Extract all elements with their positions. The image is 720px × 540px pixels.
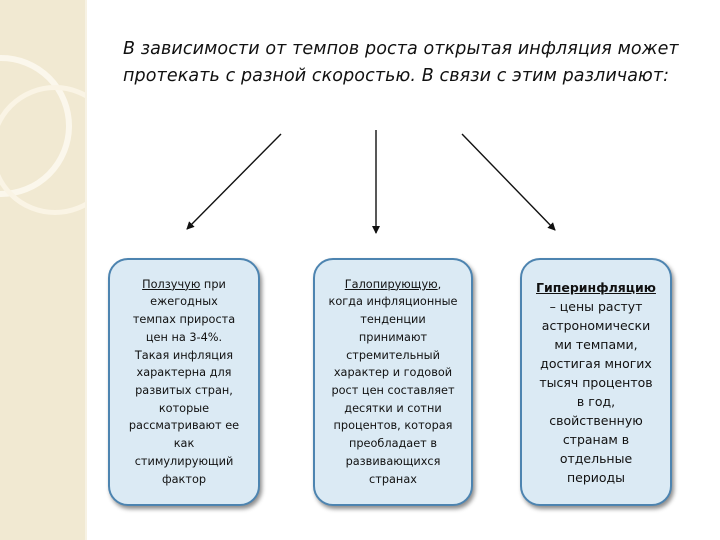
box-line: стремительный — [346, 348, 440, 362]
inflation-type-creeping-box — [108, 258, 260, 506]
box-line: рост цен составляет — [331, 384, 455, 397]
box-line: тысяч процентов — [539, 374, 653, 390]
box-line: астрономически — [541, 317, 651, 333]
arrow-left — [187, 134, 281, 229]
box-line: ежегодных — [150, 295, 218, 309]
heading-line: В зависимости от темпов роста открытая — [123, 39, 513, 59]
box-line: периоды — [566, 469, 626, 485]
term-label: Гиперинфляцию — [536, 279, 656, 295]
term-label: Ползучую — [142, 277, 201, 291]
box-line: достигая многих — [540, 355, 652, 371]
box-line: тенденции — [360, 313, 426, 327]
box-line: странах — [369, 472, 417, 486]
box-first-line — [345, 276, 441, 294]
heading-line: связи с этим различают: — [439, 66, 670, 86]
box-line: десятки и сотни — [344, 401, 442, 415]
box-line: цен на 3-4%. — [145, 330, 223, 344]
box-line: рассматривают ее — [128, 419, 240, 433]
box-line: стимулирующий — [134, 454, 234, 468]
box-line: развивающихся — [345, 454, 441, 468]
box-line: как — [173, 437, 195, 451]
box-line: ми темпами, — [554, 336, 638, 352]
box-line: отдельные — [559, 450, 633, 466]
box-line: принимают — [358, 330, 428, 344]
box-line: которые — [158, 401, 210, 415]
box-line: процентов, которая — [333, 419, 453, 433]
inflation-type-hyper-box — [520, 258, 672, 506]
box-line: когда инфляционные — [328, 295, 458, 309]
box-line: при — [200, 277, 226, 291]
inflation-type-galloping-box — [313, 258, 473, 506]
box-line: характер и годовой — [333, 366, 453, 380]
heading-line: инфляция может протекать с разной скоростью. В — [123, 39, 679, 86]
box-line: в год, — [576, 393, 616, 409]
box-line: преобладает в — [348, 437, 438, 451]
box-first-line — [142, 276, 226, 294]
box-line: фактор — [161, 472, 207, 486]
box-line: Такая инфляция — [134, 348, 234, 362]
box-line: , — [437, 277, 442, 291]
box-line: характерна для — [136, 366, 232, 380]
box-line: – цены растут — [549, 298, 643, 314]
term-label: Галопирующую — [344, 277, 438, 291]
box-line: свойственную — [549, 412, 643, 428]
box-line: темпах прироста — [132, 313, 236, 327]
box-line: развитых стран, — [135, 384, 233, 397]
box-line: странам в — [562, 431, 630, 447]
box-first-line — [536, 278, 656, 297]
arrow-right — [462, 134, 555, 230]
